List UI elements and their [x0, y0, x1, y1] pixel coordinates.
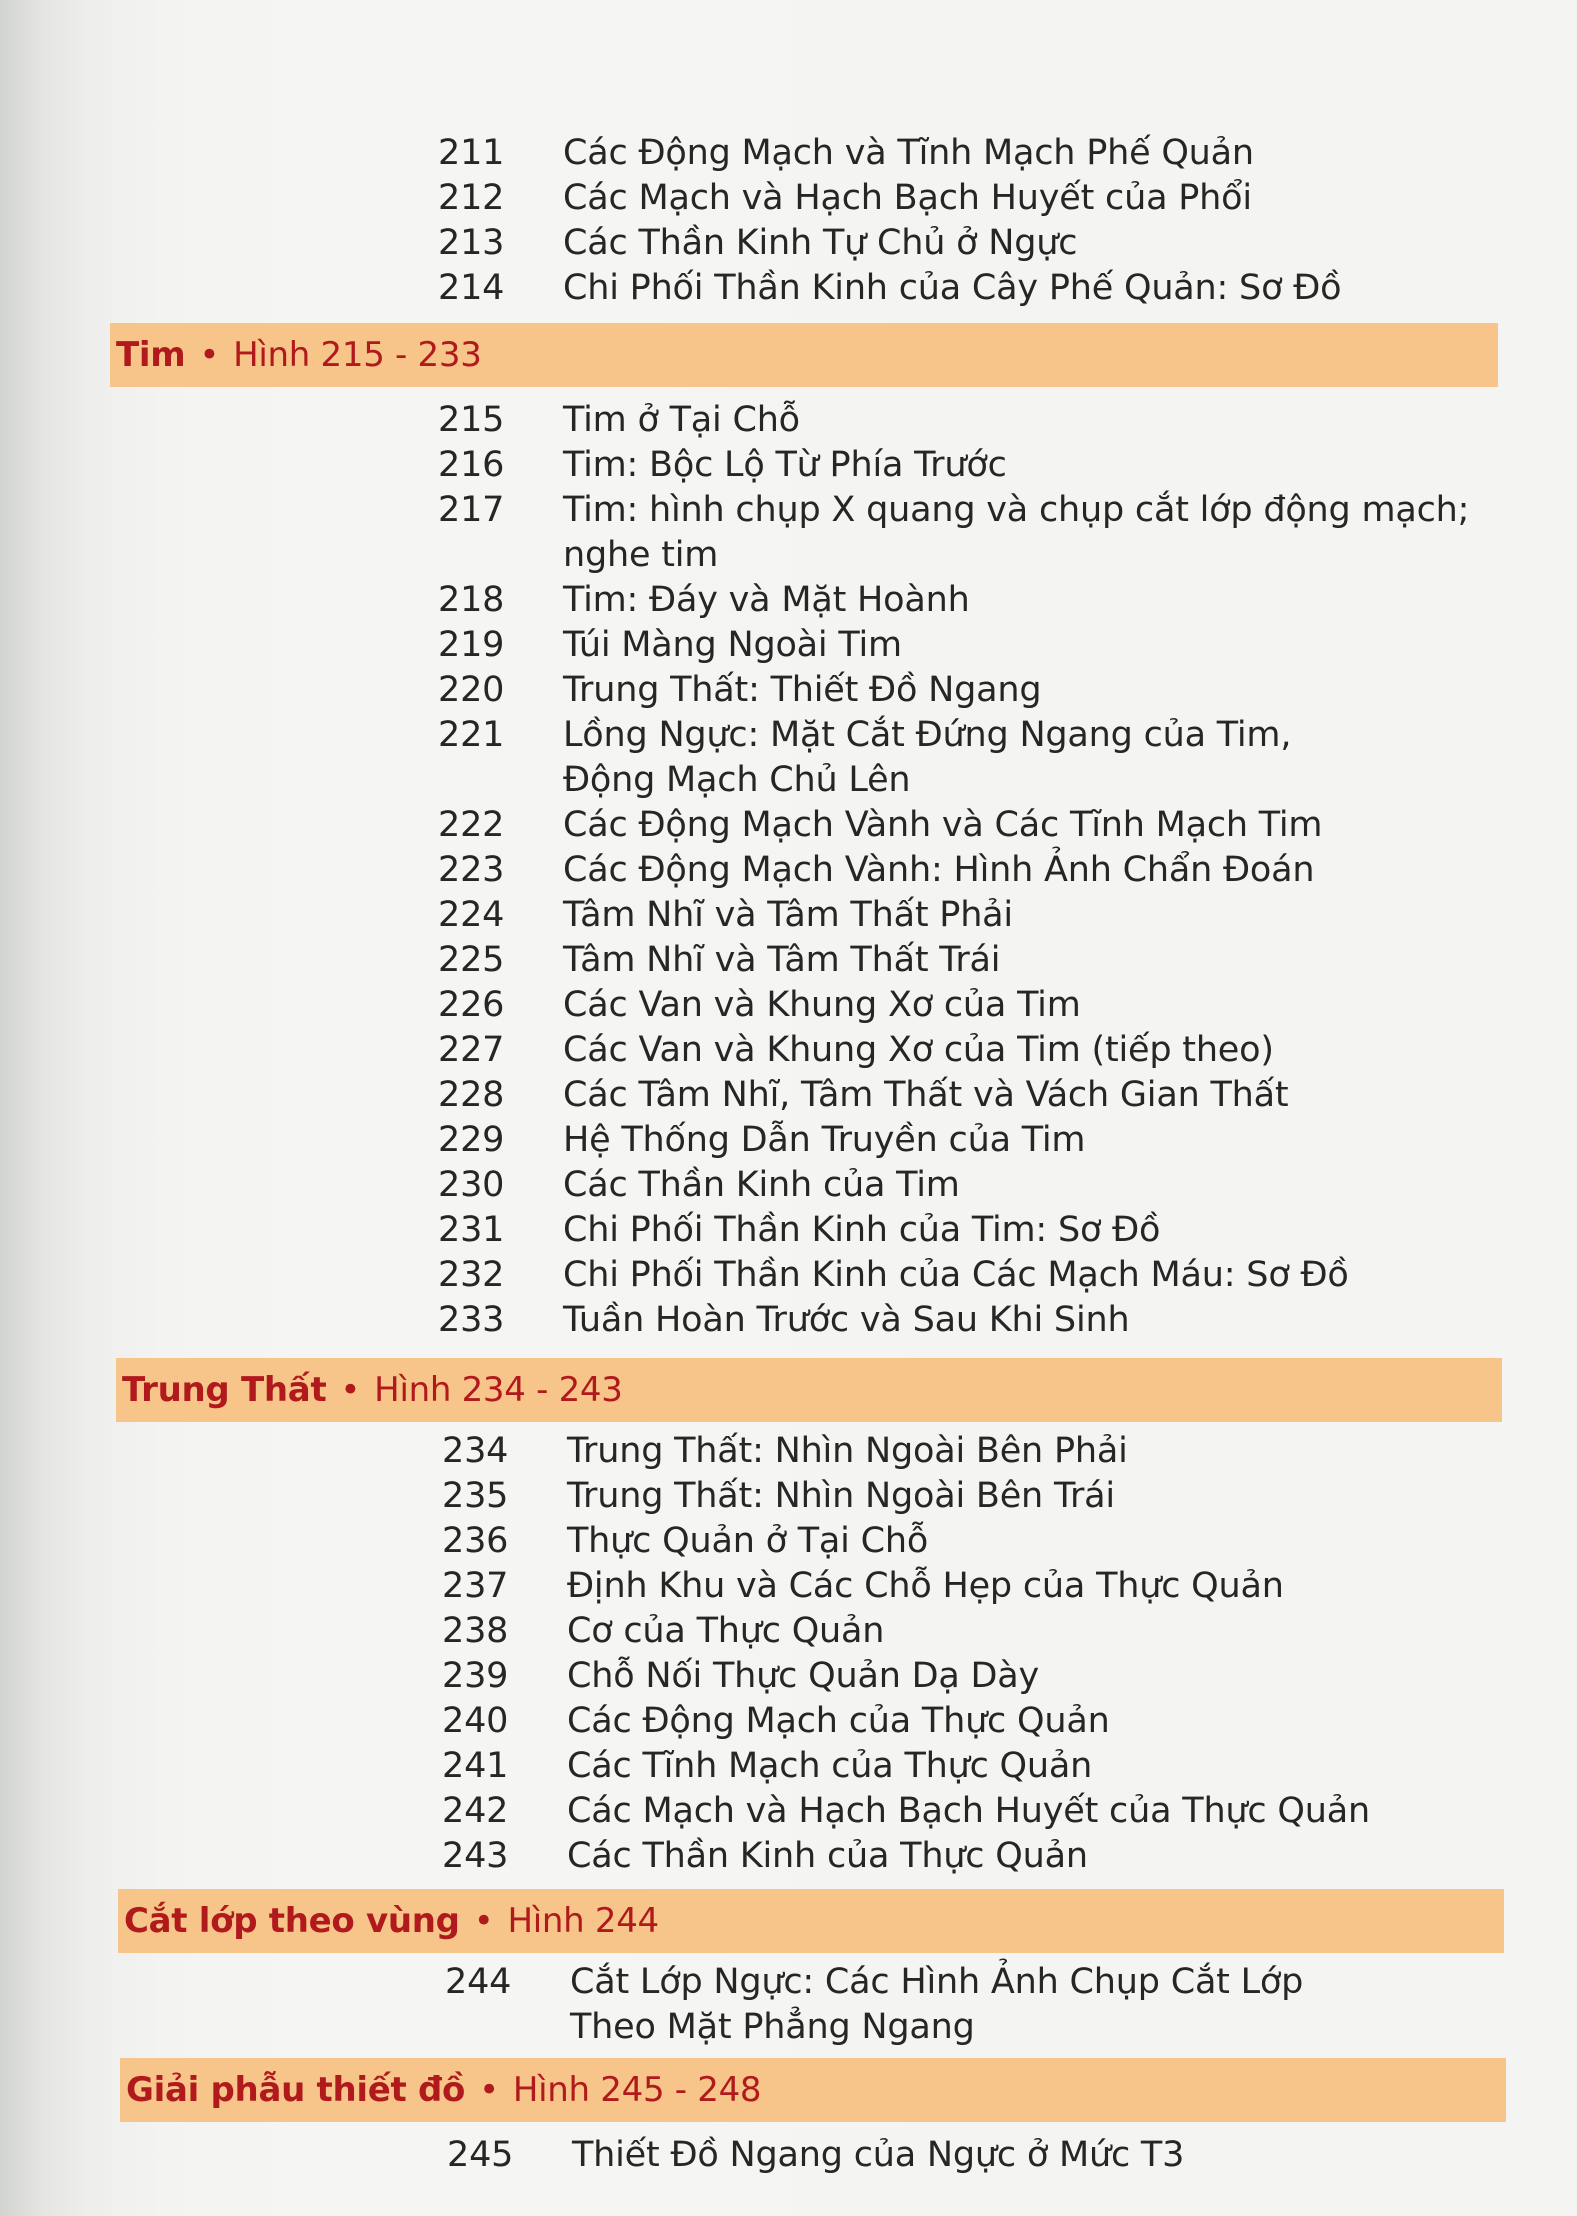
section-name: Tim	[116, 335, 186, 375]
entry-title: Trung Thất: Nhìn Ngoài Bên Phải	[567, 1431, 1128, 1471]
entry-number: 212	[438, 178, 505, 218]
entry-number: 223	[438, 850, 505, 890]
section-header-tim	[110, 323, 1498, 387]
entry-title: Các Mạch và Hạch Bạch Huyết của Thực Quản	[567, 1791, 1370, 1831]
entry-number: 220	[438, 670, 505, 710]
section-range: Hình 244	[507, 1901, 659, 1941]
entry-number: 245	[447, 2135, 514, 2175]
entry-number: 237	[442, 1566, 509, 1606]
entry-number: 238	[442, 1611, 509, 1651]
entry-title: Tim ở Tại Chỗ	[563, 400, 800, 440]
entry-number: 217	[438, 490, 505, 530]
entry-title: Lồng Ngực: Mặt Cắt Đứng Ngang của Tim,	[563, 715, 1292, 755]
entry-title: Các Động Mạch Vành: Hình Ảnh Chẩn Đoán	[563, 850, 1315, 890]
entry-number: 231	[438, 1210, 505, 1250]
entry-title: Các Tĩnh Mạch của Thực Quản	[567, 1746, 1093, 1786]
section-header-cat-lop	[118, 1889, 1504, 1953]
entry-number: 241	[442, 1746, 509, 1786]
entry-title: Chi Phối Thần Kinh của Tim: Sơ Đồ	[563, 1210, 1161, 1250]
entry-number: 219	[438, 625, 505, 665]
entry-number: 218	[438, 580, 505, 620]
entry-title: Cắt Lớp Ngực: Các Hình Ảnh Chụp Cắt Lớp	[570, 1962, 1304, 2002]
entry-title-line-2: Theo Mặt Phẳng Ngang	[570, 2007, 975, 2047]
entry-title: Tâm Nhĩ và Tâm Thất Phải	[563, 895, 1013, 935]
entry-number: 234	[442, 1431, 509, 1471]
section-header-giai-phau	[120, 2058, 1506, 2122]
entry-title-line-2: Động Mạch Chủ Lên	[563, 760, 911, 800]
entry-title: Trung Thất: Nhìn Ngoài Bên Trái	[567, 1476, 1115, 1516]
entry-number: 232	[438, 1255, 505, 1295]
bullet-separator: •	[473, 1901, 494, 1941]
entry-number: 236	[442, 1521, 509, 1561]
entry-title: Hệ Thống Dẫn Truyền của Tim	[563, 1120, 1086, 1160]
entry-number: 240	[442, 1701, 509, 1741]
entry-number: 221	[438, 715, 505, 755]
bullet-separator: •	[479, 2070, 499, 2110]
entry-number: 228	[438, 1075, 505, 1115]
entry-title: Các Thần Kinh của Thực Quản	[567, 1836, 1088, 1876]
entry-number: 230	[438, 1165, 505, 1205]
section-name: Trung Thất	[122, 1370, 327, 1410]
entry-title: Tâm Nhĩ và Tâm Thất Trái	[563, 940, 1001, 980]
entry-title: Tuần Hoàn Trước và Sau Khi Sinh	[563, 1300, 1130, 1340]
entry-number: 222	[438, 805, 505, 845]
section-header-trung-that	[116, 1358, 1502, 1422]
entry-title: Các Mạch và Hạch Bạch Huyết của Phổi	[563, 178, 1252, 218]
bullet-separator: •	[199, 335, 220, 375]
entry-number: 216	[438, 445, 505, 485]
entry-title: Thực Quản ở Tại Chỗ	[567, 1521, 929, 1561]
entry-title: Các Động Mạch của Thực Quản	[567, 1701, 1110, 1741]
entry-title-line-2: nghe tim	[563, 535, 719, 575]
entry-title: Tim: hình chụp X quang và chụp cắt lớp động mạch;	[563, 490, 1470, 530]
entry-number: 242	[442, 1791, 509, 1831]
entry-number: 235	[442, 1476, 509, 1516]
entry-title: Tim: Bộc Lộ Từ Phía Trước	[563, 445, 1007, 485]
section-range: Hình 245 - 248	[512, 2070, 762, 2110]
entry-number: 233	[438, 1300, 505, 1340]
entry-title: Tim: Đáy và Mặt Hoành	[563, 580, 970, 620]
section-range: Hình 215 - 233	[233, 335, 482, 375]
section-name: Giải phẫu thiết đồ	[126, 2070, 466, 2110]
entry-number: 215	[438, 400, 505, 440]
entry-title: Thiết Đồ Ngang của Ngực ở Mức T3	[572, 2135, 1185, 2175]
section-name: Cắt lớp theo vùng	[124, 1901, 460, 1941]
entry-number: 243	[442, 1836, 509, 1876]
entry-number: 214	[438, 268, 505, 308]
entry-title: Các Động Mạch Vành và Các Tĩnh Mạch Tim	[563, 805, 1323, 845]
entry-title: Các Tâm Nhĩ, Tâm Thất và Vách Gian Thất	[563, 1075, 1289, 1115]
entry-title: Các Van và Khung Xơ của Tim (tiếp theo)	[563, 1030, 1274, 1070]
entry-title: Chi Phối Thần Kinh của Các Mạch Máu: Sơ Đồ	[563, 1255, 1349, 1295]
entry-title: Các Van và Khung Xơ của Tim	[563, 985, 1081, 1025]
entry-title: Các Thần Kinh Tự Chủ ở Ngực	[563, 223, 1078, 263]
entry-number: 211	[438, 133, 505, 173]
entry-title: Trung Thất: Thiết Đồ Ngang	[563, 670, 1042, 710]
entry-title: Các Động Mạch và Tĩnh Mạch Phế Quản	[563, 133, 1254, 173]
entry-number: 225	[438, 940, 505, 980]
entry-title: Định Khu và Các Chỗ Hẹp của Thực Quản	[567, 1566, 1284, 1606]
entry-number: 226	[438, 985, 505, 1025]
entry-number: 244	[445, 1962, 512, 2002]
entry-title: Chi Phối Thần Kinh của Cây Phế Quản: Sơ Đồ	[563, 268, 1342, 308]
entry-number: 227	[438, 1030, 505, 1070]
entry-number: 239	[442, 1656, 509, 1696]
entry-title: Các Thần Kinh của Tim	[563, 1165, 960, 1205]
entry-number: 213	[438, 223, 505, 263]
entry-title: Chỗ Nối Thực Quản Dạ Dày	[567, 1656, 1040, 1696]
entry-title: Cơ của Thực Quản	[567, 1611, 885, 1651]
entry-number: 224	[438, 895, 505, 935]
section-range: Hình 234 - 243	[374, 1370, 623, 1410]
entry-number: 229	[438, 1120, 505, 1160]
bullet-separator: •	[340, 1370, 361, 1410]
entry-title: Túi Màng Ngoài Tim	[563, 625, 902, 665]
